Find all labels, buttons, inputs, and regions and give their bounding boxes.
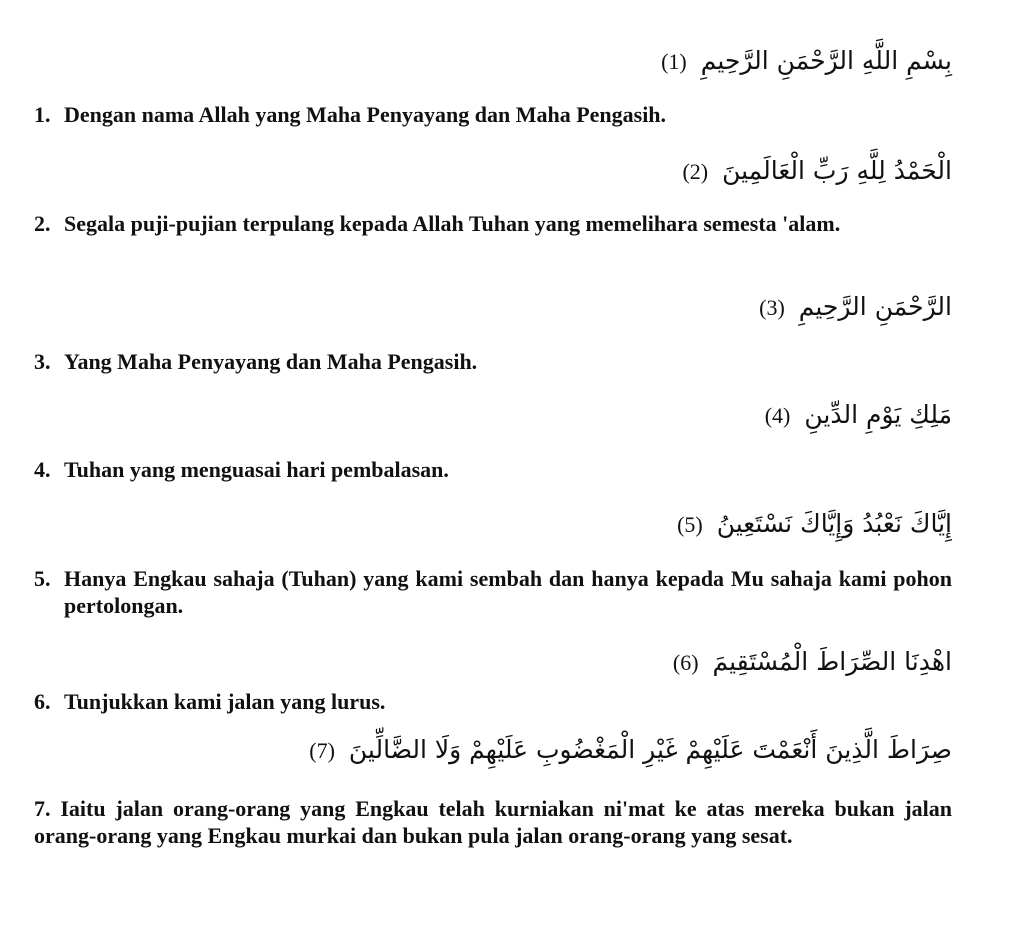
arabic-text: إِيَّاكَ نَعْبُدُ وَإِيَّاكَ نَسْتَعِينُ [716, 509, 952, 538]
translation-text: Iaitu jalan orang-orang yang Engkau telah kurniakan ni'mat ke atas mereka bukan jalan orang-orang yang Engkau murkai dan bukan pula jalan orang-orang yang sesat. [34, 796, 953, 848]
arabic-verse-1 [661, 44, 952, 79]
verse-number: (2) [682, 159, 709, 184]
translation-text: Tuhan yang menguasai hari pembalasan. [64, 457, 449, 482]
translation-verse-1 [34, 101, 952, 128]
translation-number: 4. [34, 457, 51, 482]
arabic-verse-5 [677, 507, 952, 542]
arabic-text: بِسْمِ اللَّهِ الرَّحْمَنِ الرَّحِيمِ [700, 46, 952, 75]
arabic-text: مَلِكِ يَوْمِ الدِّينِ [804, 400, 952, 429]
translation-text: Yang Maha Penyayang dan Maha Pengasih. [64, 349, 478, 374]
arabic-verse-4 [765, 398, 952, 433]
translation-text: Hanya Engkau sahaja (Tuhan) yang kami sembah dan hanya kepada Mu sahaja kami pohon pertolongan. [64, 566, 952, 618]
arabic-text: صِرَاطَ الَّذِينَ أَنْعَمْتَ عَلَيْهِمْ غَيْرِ الْمَغْضُوبِ عَلَيْهِمْ وَلَا الضَّالِّينَ [348, 735, 952, 764]
verse-number: (1) [661, 49, 687, 74]
verse-number: (5) [677, 512, 703, 537]
translation-text: Dengan nama Allah yang Maha Penyayang dan Maha Pengasih. [64, 102, 667, 127]
verse-number: (7) [309, 738, 335, 763]
translation-number: 6. [34, 689, 51, 714]
arabic-verse-2 [682, 154, 952, 189]
arabic-text: اهْدِنَا الصِّرَاطَ الْمُسْتَقِيمَ [712, 647, 952, 676]
translation-number: 3. [34, 349, 51, 374]
arabic-verse-6 [673, 645, 952, 680]
translation-text: Segala puji-pujian terpulang kepada Allah Tuhan yang memelihara semesta 'alam. [64, 211, 841, 236]
translation-verse-2 [34, 210, 952, 237]
verse-number: (6) [672, 650, 699, 675]
translation-number: 5. [34, 566, 51, 591]
verse-number: (4) [764, 403, 791, 428]
translation-verse-6 [34, 688, 952, 715]
translation-number: 1. [34, 102, 51, 127]
arabic-verse-7 [309, 733, 952, 768]
translation-verse-4 [34, 456, 952, 483]
translation-number: 2. [34, 211, 51, 236]
verse-number: (3) [759, 295, 785, 320]
translation-verse-7 [34, 795, 952, 849]
translation-verse-5 [34, 565, 952, 619]
translation-verse-3 [34, 348, 952, 375]
arabic-text: الرَّحْمَنِ الرَّحِيمِ [798, 292, 952, 321]
arabic-text: الْحَمْدُ لِلَّهِ رَبِّ الْعَالَمِينَ [722, 156, 952, 185]
translation-text: Tunjukkan kami jalan yang lurus. [64, 689, 386, 714]
translation-number: 7. [34, 796, 51, 821]
arabic-verse-3 [759, 290, 952, 325]
